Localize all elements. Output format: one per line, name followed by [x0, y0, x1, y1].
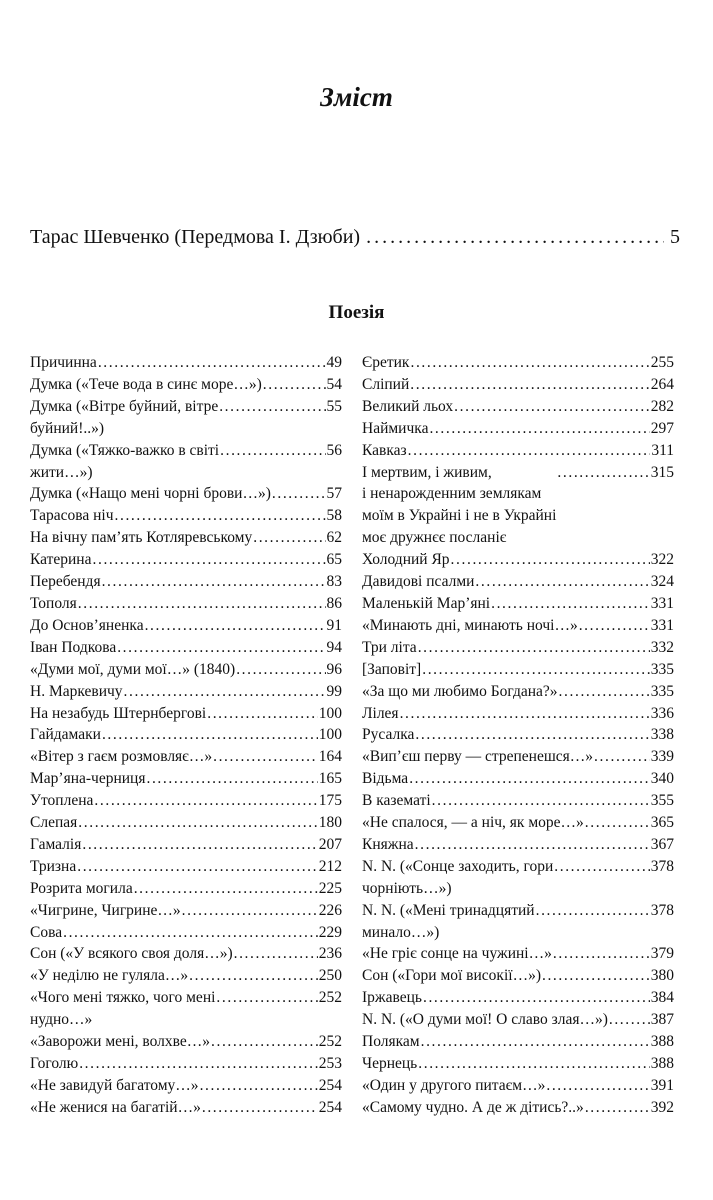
toc-entry[interactable] — [30, 440, 342, 484]
dot-leader — [422, 659, 650, 681]
toc-entry-title: Мар’яна-черниця — [30, 770, 146, 788]
toc-column-right — [362, 352, 674, 1119]
toc-entry-title: N. N. («Сонце заходить, гори чорніють…») — [362, 857, 554, 897]
dot-leader — [536, 900, 650, 922]
toc-entry[interactable] — [30, 374, 342, 396]
toc-entry[interactable] — [30, 922, 342, 944]
toc-entry-page: 91 — [326, 616, 342, 634]
toc-entry-page: 335 — [650, 660, 674, 678]
page-title: Зміст — [320, 82, 393, 112]
toc-entry-title: «Не завидуй багатому…» — [30, 1076, 199, 1094]
toc-entry-title: Русалка — [362, 726, 415, 744]
dot-leader — [400, 703, 650, 725]
dot-leader — [542, 965, 650, 987]
toc-entry-page: 384 — [650, 989, 674, 1007]
toc-entry[interactable] — [30, 790, 342, 812]
toc-entry-page: 388 — [650, 1033, 674, 1051]
dot-leader — [78, 812, 317, 834]
toc-entry[interactable] — [30, 768, 342, 790]
toc-entry-title: «Чого мені тяжко, чого мені нудно…» — [30, 989, 216, 1029]
toc-entry-title: Н. Маркевичу — [30, 682, 123, 700]
toc-entry-title: «У неділю не гуляла…» — [30, 967, 189, 985]
toc-entry[interactable] — [30, 746, 342, 768]
toc-entry-page: 331 — [650, 594, 674, 612]
toc-entry-title: «Не гріє сонце на чужині…» — [362, 945, 552, 963]
toc-entry-title: Катерина — [30, 551, 92, 569]
toc-entry-page: 86 — [326, 594, 342, 612]
dot-leader — [234, 943, 318, 965]
toc-entry-title: «Вітер з гаєм розмовляє…» — [30, 748, 213, 766]
toc-entry[interactable] — [30, 1075, 342, 1097]
toc-entry-title: N. N. («О думи мої! О славо злая…») — [362, 1011, 608, 1029]
toc-entry-title: «Минають дні, минають ночі…» — [362, 616, 578, 634]
toc-entry-title: На вічну пам’ять Котляревському — [30, 529, 253, 547]
toc-entry[interactable] — [30, 900, 342, 922]
dot-leader — [554, 856, 650, 878]
dot-leader — [409, 768, 650, 790]
dot-leader — [421, 1031, 650, 1053]
toc-entry-page: 55 — [326, 397, 342, 415]
toc-entry[interactable] — [30, 659, 342, 681]
dot-leader — [451, 549, 650, 571]
dot-leader — [115, 505, 326, 527]
dot-leader — [117, 637, 325, 659]
toc-entry-page: 164 — [318, 748, 342, 766]
toc-entry-page: 225 — [318, 879, 342, 897]
toc-entry-title: Наймичка — [362, 419, 429, 437]
toc-entry[interactable] — [30, 812, 342, 834]
toc-entry[interactable] — [362, 615, 674, 637]
toc-entry-title: Утоплена — [30, 792, 94, 810]
toc-entry-title: Думка («Вітре буйний, вітре буйний!..») — [30, 397, 219, 437]
toc-entry-page: 391 — [650, 1076, 674, 1094]
dot-leader — [410, 374, 649, 396]
dot-leader — [491, 593, 650, 615]
toc-entry-page: 250 — [318, 967, 342, 985]
dot-leader — [272, 483, 326, 505]
toc-entry-page: 331 — [650, 616, 674, 634]
toc-entry-title: Холодний Яр — [362, 551, 450, 569]
toc-entry-page: 388 — [650, 1055, 674, 1072]
toc-entry-title: Думка («Тяжко-важко в світі жити…») — [30, 441, 220, 481]
toc-entry-title: Давидові псалми — [362, 573, 475, 591]
toc-entry[interactable] — [362, 703, 674, 725]
toc-entry-page: 315 — [650, 463, 674, 481]
toc-entry-page: 340 — [650, 770, 674, 788]
toc-entry[interactable] — [30, 571, 342, 593]
toc-entry-title: «Вип’єш перву — стрепенешся…» — [362, 748, 594, 766]
dot-leader — [236, 659, 325, 681]
toc-entry-page: 255 — [650, 354, 674, 371]
toc-entry-title: «Один у другого питаєм…» — [362, 1076, 546, 1094]
toc-entry[interactable] — [30, 834, 342, 856]
toc-entry-page: 254 — [318, 1076, 342, 1094]
toc-entry[interactable] — [362, 549, 674, 571]
dot-leader — [202, 1097, 318, 1119]
dot-leader — [432, 790, 650, 812]
toc-entry-page: 339 — [650, 748, 674, 766]
toc-entry-title: Сон («Гори мої високії…») — [362, 967, 541, 985]
toc-entry-title: Розрита могила — [30, 879, 133, 897]
toc-entry-title: Чернець — [362, 1055, 418, 1072]
toc-entry-preface[interactable] — [30, 226, 680, 249]
dot-leader — [594, 746, 650, 768]
toc-entry[interactable] — [362, 462, 674, 550]
toc-entry-page: 355 — [650, 792, 674, 810]
toc-entry-title: «За що ми любимо Богдана?» — [362, 682, 558, 700]
dot-leader — [579, 615, 650, 637]
toc-entry[interactable] — [362, 768, 674, 790]
toc-entry[interactable] — [362, 724, 674, 746]
toc-entry-title: Тарас Шевченко (Передмова І. Дзюби) — [30, 226, 361, 248]
toc-entry-page: 5 — [670, 226, 680, 248]
toc-entry-page: 335 — [650, 682, 674, 700]
toc-entry-title: Гамалія — [30, 835, 82, 853]
toc-entry-title: Думка («Нащо мені чорні брови…») — [30, 485, 271, 503]
dot-leader — [546, 1075, 649, 1097]
toc-entry[interactable] — [362, 1075, 674, 1097]
toc-entry-title: Тополя — [30, 594, 77, 612]
toc-entry-title: [Заповіт] — [362, 660, 422, 678]
toc-entry-page: 367 — [650, 835, 674, 853]
toc-entry-page: 83 — [326, 573, 342, 591]
toc-entry-page: 322 — [650, 551, 674, 569]
toc-entry-page: 99 — [326, 682, 342, 700]
toc-entry[interactable] — [30, 878, 342, 900]
dot-leader — [418, 1053, 650, 1075]
dot-leader — [410, 352, 649, 374]
toc-entry[interactable] — [362, 1009, 674, 1031]
toc-entry[interactable] — [362, 396, 674, 418]
dot-leader — [79, 1053, 318, 1075]
toc-entry-title: «Думи мої, думи мої…» (1840) — [30, 660, 236, 678]
toc-entry[interactable] — [362, 987, 674, 1009]
dot-leader — [475, 571, 649, 593]
toc-entry-page: 58 — [326, 507, 342, 525]
toc-entry[interactable] — [30, 505, 342, 527]
toc-entry-title: Княжна — [362, 835, 414, 853]
toc-entry[interactable] — [362, 746, 674, 768]
toc-entry[interactable] — [30, 527, 342, 549]
toc-entry-page: 175 — [318, 792, 342, 810]
toc-entry[interactable] — [362, 812, 674, 834]
toc-entry-page: 380 — [650, 967, 674, 985]
toc-entry-page: 332 — [650, 638, 674, 656]
dot-leader — [63, 922, 318, 944]
toc-entry[interactable] — [30, 593, 342, 615]
toc-entry-title: Причинна — [30, 354, 97, 371]
toc-entry-title: Іван Подкова — [30, 638, 117, 656]
toc-entry[interactable] — [362, 681, 674, 703]
dot-leader — [145, 615, 326, 637]
dot-leader — [415, 724, 649, 746]
toc-entry-title: Сліпий — [362, 375, 410, 393]
toc-entry-page: 212 — [318, 857, 342, 875]
dot-leader — [77, 856, 318, 878]
toc-entry[interactable] — [30, 1097, 342, 1119]
toc-entry-page: 264 — [650, 375, 674, 393]
dot-leader — [366, 226, 664, 249]
toc-entry-page: 392 — [650, 1098, 674, 1116]
toc-entry-page: 254 — [318, 1098, 342, 1116]
toc-entry[interactable] — [30, 637, 342, 659]
toc-entry[interactable] — [362, 965, 674, 987]
toc-entry[interactable] — [362, 790, 674, 812]
dot-leader — [454, 396, 650, 418]
toc-entry-title: Гоголю — [30, 1055, 79, 1072]
toc-entry[interactable] — [362, 834, 674, 856]
toc-entry-title: Тризна — [30, 857, 77, 875]
dot-leader — [124, 681, 326, 703]
toc-entry-page: 297 — [650, 419, 674, 437]
toc-entry-page: 378 — [650, 857, 674, 875]
dot-leader — [182, 900, 318, 922]
toc-entry-page: 338 — [650, 726, 674, 744]
toc-entry-page: 49 — [326, 354, 342, 371]
dot-leader — [82, 834, 317, 856]
toc-entry[interactable] — [362, 1031, 674, 1053]
toc-entry[interactable] — [362, 593, 674, 615]
dot-leader — [200, 1075, 318, 1097]
toc-entry-page: 378 — [650, 901, 674, 919]
toc-entry[interactable] — [362, 637, 674, 659]
toc-entry[interactable] — [30, 856, 342, 878]
dot-leader — [415, 834, 650, 856]
dot-leader — [585, 812, 650, 834]
toc-entry-title: І мертвим, і живим, і ненарожденним землякам моїм в Украйні і не в Украйні моє дружнєє посланіє — [362, 463, 557, 547]
toc-entry-title: Три літа — [362, 638, 417, 656]
dot-leader — [553, 943, 650, 965]
toc-entry[interactable] — [30, 615, 342, 637]
dot-leader — [423, 987, 650, 1009]
dot-leader — [216, 987, 317, 1009]
toc-entry-title: Кавказ — [362, 441, 407, 459]
toc-entry[interactable] — [362, 374, 674, 396]
toc-entry[interactable] — [30, 1031, 342, 1053]
toc-entry-title: «Не спалося, — а ніч, як море…» — [362, 814, 584, 832]
dot-leader — [609, 1009, 650, 1031]
dot-leader — [429, 418, 649, 440]
dot-leader — [207, 703, 318, 725]
toc-entry[interactable] — [362, 659, 674, 681]
dot-leader — [102, 724, 318, 746]
toc-entry-title: Гайдамаки — [30, 726, 101, 744]
toc-entry-page: 324 — [650, 573, 674, 591]
toc-column-left — [30, 352, 342, 1119]
toc-entry[interactable] — [30, 1053, 342, 1075]
toc-entry-title: Перебендя — [30, 573, 101, 591]
dot-leader — [189, 965, 318, 987]
toc-entry-title: В казематі — [362, 792, 431, 810]
toc-entry-title: «Не женися на багатій…» — [30, 1098, 201, 1116]
toc-entry-page: 57 — [326, 485, 342, 503]
dot-leader — [263, 374, 326, 396]
dot-leader — [219, 396, 325, 418]
dot-leader — [213, 746, 318, 768]
dot-leader — [253, 527, 325, 549]
toc-entry-title: Тарасова ніч — [30, 507, 114, 525]
dot-leader — [93, 549, 326, 571]
toc-entry-title: Сон («У всякого своя доля…») — [30, 945, 233, 963]
toc-entry-page: 100 — [318, 704, 342, 722]
toc-entry[interactable] — [362, 571, 674, 593]
toc-entry-title: Сова — [30, 923, 63, 941]
toc-entry[interactable] — [30, 352, 342, 374]
toc-entry[interactable] — [362, 440, 674, 462]
dot-leader — [559, 681, 650, 703]
toc-entry-page: 252 — [318, 989, 342, 1007]
toc-entry[interactable] — [30, 703, 342, 725]
toc-entry-title: N. N. («Мені тринадцятий минало…») — [362, 901, 535, 941]
toc-entry[interactable] — [362, 1097, 674, 1119]
dot-leader — [94, 790, 317, 812]
toc-entry-page: 336 — [650, 704, 674, 722]
toc-entry-page: 94 — [326, 638, 342, 656]
toc-entry-page: 253 — [318, 1055, 342, 1072]
toc-entry[interactable] — [362, 900, 674, 944]
dot-leader — [418, 637, 650, 659]
toc-entry-title: «Чигрине, Чигрине…» — [30, 901, 181, 919]
dot-leader — [78, 593, 326, 615]
toc-entry-page: 207 — [318, 835, 342, 853]
toc-entry-page: 62 — [326, 529, 342, 547]
toc-entry[interactable] — [30, 943, 342, 965]
toc-entry-page: 65 — [326, 551, 342, 569]
toc-entry[interactable] — [30, 483, 342, 505]
dot-leader — [585, 1097, 650, 1119]
toc-entry-page: 282 — [650, 397, 674, 415]
dot-leader — [211, 1031, 318, 1053]
dot-leader — [220, 440, 325, 462]
toc-entry[interactable] — [362, 418, 674, 440]
toc-entry-page: 96 — [326, 660, 342, 678]
toc-entry[interactable] — [362, 1053, 674, 1075]
toc-entry-title: До Основ’яненка — [30, 616, 144, 634]
toc-entry-page: 165 — [318, 770, 342, 788]
toc-entry-title: Іржавець — [362, 989, 422, 1007]
toc-entry-page: 311 — [651, 441, 674, 459]
toc-entry[interactable] — [30, 681, 342, 703]
toc-entry-page: 54 — [326, 375, 342, 393]
toc-entry-title: Лілея — [362, 704, 399, 722]
toc-entry-page: 180 — [318, 814, 342, 832]
toc-entry-page: 379 — [650, 945, 674, 963]
toc-entry-page: 365 — [650, 814, 674, 832]
dot-leader — [134, 878, 318, 900]
toc-entry-page: 226 — [318, 901, 342, 919]
dot-leader — [146, 768, 317, 790]
toc-entry-title: Великий льох — [362, 397, 454, 415]
dot-leader — [102, 571, 326, 593]
dot-leader — [98, 352, 326, 374]
toc-entry[interactable] — [30, 965, 342, 987]
toc-entry-title: Полякам — [362, 1033, 420, 1051]
dot-leader — [408, 440, 651, 462]
toc-entry[interactable] — [362, 856, 674, 900]
toc-entry[interactable] — [362, 352, 674, 374]
toc-entry-page: 229 — [318, 923, 342, 941]
toc-entry-title: Слепая — [30, 814, 78, 832]
toc-entry-title: На незабудь Штернбергові — [30, 704, 207, 722]
toc-entry-title: Маленькій Мар’яні — [362, 594, 491, 612]
toc-entry[interactable] — [30, 987, 342, 1031]
toc-entry-title: Відьма — [362, 770, 409, 788]
toc-entry-title: «Заворожи мені, волхве…» — [30, 1033, 210, 1051]
toc-entry-page: 56 — [326, 441, 342, 459]
toc-entry-title: «Самому чудно. А де ж дітись?..» — [362, 1098, 584, 1116]
toc-entry-title: Єретик — [362, 354, 410, 371]
toc-entry-title: Думка («Тече вода в синє море…») — [30, 375, 262, 393]
toc-entry-page: 100 — [318, 726, 342, 744]
section-title: Поезія — [328, 302, 385, 323]
toc-entry-page: 236 — [318, 945, 342, 963]
toc-entry[interactable] — [30, 724, 342, 746]
dot-leader — [557, 462, 649, 484]
toc-entry[interactable] — [30, 396, 342, 440]
toc-entry-page: 252 — [318, 1033, 342, 1051]
toc-entry[interactable] — [30, 549, 342, 571]
toc-entry-page: 387 — [650, 1011, 674, 1029]
toc-entry[interactable] — [362, 943, 674, 965]
